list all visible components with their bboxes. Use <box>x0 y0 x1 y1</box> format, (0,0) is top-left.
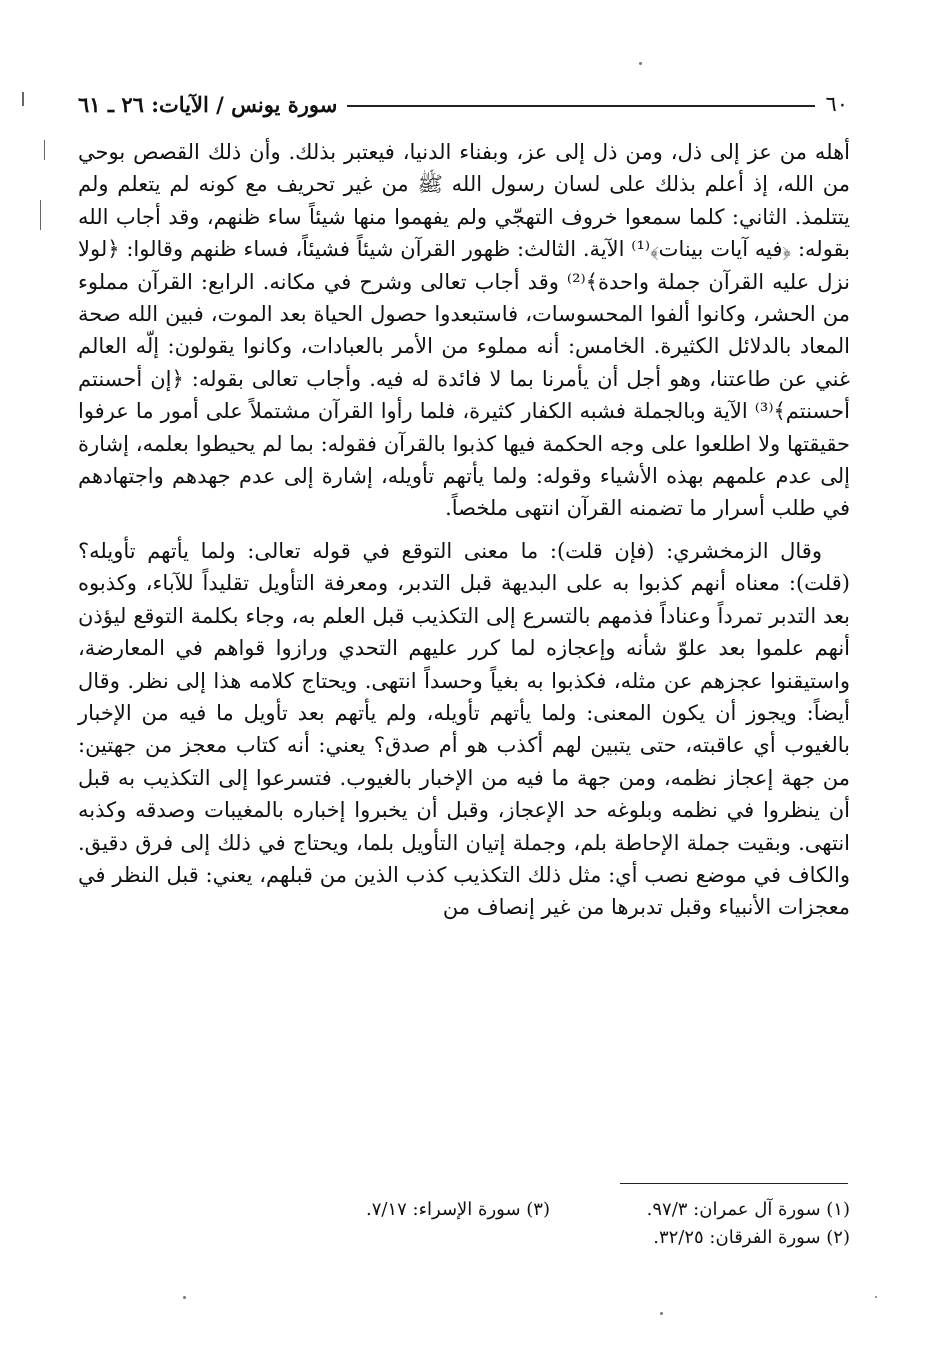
scan-speck <box>183 1296 186 1299</box>
footnote: (٢) سورة الفرقان: ٣٢/٢٥. <box>653 1227 850 1248</box>
main-text <box>78 136 850 924</box>
margin-mark <box>22 92 24 106</box>
running-title: سورة يونس / الآيات: ٢٦ ـ ٦١ <box>78 91 338 117</box>
scan-speck <box>660 1312 663 1315</box>
margin-mark <box>44 140 45 160</box>
margin-mark <box>40 200 41 230</box>
running-header <box>78 84 848 124</box>
paragraph: أهله من عز إلى ذل، ومن ذل إلى عز، وبفناء الدنيا، فيعتبر بذلك. وأن ذلك القصص بوحي من الله، إذ أعلم بذلك على لسان رسول الله ﷺ من غير تحريف مع كونه لم يتعلم ولم يتتلمذ. الثاني: كلما سمعوا خروف التهجّي ولم يفهموا منها شيئاً ساء ظنهم، وقد أجاب الله بقوله: ﴿فيه آيات بينات﴾⁽¹⁾ الآية. الثالث: ظهور القرآن شيئاً فشيئاً، فساء ظنهم وقالوا: ﴿لولا نزل عليه القرآن جملة واحدة﴾⁽²⁾ وقد أجاب تعالى وشرح في مكانه. الرابع: القرآن مملوء من الحشر، وكانوا ألفوا المحسوسات، فاستبعدوا حصول الحياة بعد الموت، فبين الله صحة المعاد بالدلائل الكثيرة. الخامس: أنه مملوء من الأمر بالعبادات، وكانوا يقولون: إلّه العالم غني عن طاعتنا، وهو أجل أن يأمرنا بما لا فائدة له فيه. وأجاب تعالى بقوله: ﴿إن أحسنتم أحسنتم﴾⁽³⁾ الآية وبالجملة فشبه الكفار كثيرة، فلما رأوا القرآن مشتملاً على أمور ما عرفوا حقيقتها ولا اطلعوا على وجه الحكمة فيها كذبوا بالقرآن فقوله: بما لم يحيطوا بعلمه، إشارة إلى عدم علمهم بهذه الأشياء وقوله: ولما يأتهم تأويله، إشارة إلى عدم جهدهم واجتهادهم في طلب أسرار ما تضمنه القرآن انتهى ملخصاً. <box>78 140 851 521</box>
page-number: ٦٠ <box>825 92 848 116</box>
footnote: (٣) سورة الإسراء: ٧/١٧. <box>365 1199 550 1220</box>
scan-speck <box>639 62 642 65</box>
footnote: (١) سورة آل عمران: ٩٧/٣. <box>646 1199 850 1220</box>
footnotes <box>250 1196 850 1252</box>
scan-speck <box>875 1296 877 1298</box>
header-rule <box>347 105 815 107</box>
paragraph: وقال الزمخشري: (فإن قلت): ما معنى التوقع في قوله تعالى: ولما يأتهم تأويله؟ (قلت): معناه أنهم كذبوا به على البديهة قبل التدبر، ومعرفة التأويل تقليداً للآباء، وكذبوه بعد التدبر تمرداً وعناداً فذمهم بالتسرع إلى التكذيب قبل العلم به، وجاء بكلمة التوقع ليؤذن أنهم علموا بعد علوّ شأنه وإعجازه لما كرر عليهم التحدي ورازوا قواهم في المعارضة، واستيقنوا عجزهم عن مثله، فكذبوا به بغياً وحسداً انتهى. ويحتاج كلامه هذا إلى نظر. وقال أيضاً: ويجوز أن يكون المعنى: ولما يأتهم تأويله، ولم يأتهم بعد تأويل ما فيه من الإخبار بالغيوب أي عاقبته، حتى يتبين لهم أكذب هو أم صدق؟ يعني: أنه كتاب معجز من جهتين: من جهة إعجاز نظمه، ومن جهة ما فيه من الإخبار بالغيوب. فتسرعوا إلى التكذيب به قبل أن ينظروا في نظمه وبلوغه حد الإعجاز، وقبل أن يخبروا إخباره بالمغيبات وصدقه وكذبه انتهى. وبقيت جملة الإحاطة بلم، وجملة إتيان التأويل بلما، ويحتاج في ذلك إلى فرق دقيق. والكاف في موضع نصب أي: مثل ذلك التكذيب كذب الذين من قبلهم، يعني: قبل النظر في معجزات الأنبياء وقبل تدبرها من غير إنصاف من <box>78 538 850 920</box>
footnote-rule <box>620 1183 848 1184</box>
